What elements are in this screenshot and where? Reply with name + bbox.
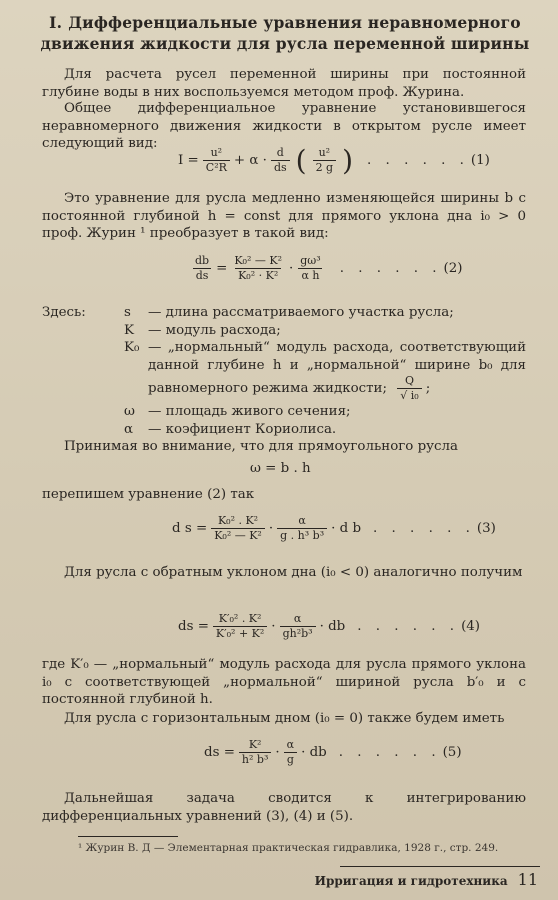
definition-row: K₀ — „нормальный“ модуль расхода, соответствующий данной глубине h и „нормальной“ ширине b₀ для равномерного режима жидкости; $\frac{Q}{\text{√ i₀}}$ ; [124, 340, 526, 402]
equation-1: I = $\frac{\text{u²}}{\text{C²R}}$ + α · $\frac{d}{ds}$ ( $\frac{\text{u²}}{2 g}$ ) . . . . . . (1) [178, 143, 490, 177]
footnote: ¹ Журин В. Д — Элементарная практическая гидравлика, 1928 г., стр. 249. [78, 842, 499, 854]
eq1-plus: + α · [233, 153, 267, 168]
eq3-label: (3) [476, 521, 496, 536]
definition-row: K — модуль расхода; [124, 322, 281, 338]
equation-4: ds = $\frac{\text{K′₀² . K²}}{\text{K′₀² + K²}}$ · $\frac{\alpha}{\text{gh²b³}}$ · db . . . . . . (4) [178, 612, 481, 640]
eq4-frac-1: $\frac{\text{K′₀² . K²}}{\text{K′₀² + K²}}$ [213, 612, 267, 641]
equation-5: ds = $\frac{\text{K²}}{\text{h² b³}}$ · $\frac{\alpha}{g}$ · db . . . . . . (5) [204, 738, 462, 766]
footnote-rule [78, 836, 178, 837]
eq4-label: (4) [461, 619, 481, 634]
eq2-frac-3: $\frac{\text{gω³}}{\text{α h}}$ [300, 254, 321, 282]
paragraph-reverse-slope: Для русла с обратным уклоном дна (i₀ < 0) аналогично получим [64, 565, 523, 580]
definition-row: α — коэфициент Кориолиса. [124, 421, 337, 437]
eq1-dots: . . . . . . [367, 153, 469, 168]
equation-2: $\frac{db}{ds}$ = $\frac{\text{K₀² — K²}}{\text{K₀² · K²}}$ · $\frac{\text{gω³}}{\text{α h}}$ . . . . . . (2) [188, 254, 462, 283]
equation-3: d s = $\frac{\text{K₀² . K²}}{\text{K₀² — K²}}$ · $\frac{\alpha}{\text{g . h³ b³}}$ · d b . . . . . . (3) [172, 514, 496, 542]
paragraph-conclusion: Дальнейшая задача сводится к интегрированию дифференциальных уравнений (3), (4) и (5). [42, 791, 526, 824]
eq5-frac-2: $\frac{\alpha}{g}$ [284, 738, 297, 767]
paragraph-k0-prime: где K′₀ — „нормальный“ модуль расхода для русла прямого уклона i₀ с соответствующей „нормальной“ шириной русла b′₀ и с постоянной глубиной h. [42, 657, 526, 707]
eq1-lhs: I = [178, 153, 199, 168]
equation-omega: ω = b . h [250, 461, 311, 476]
page-number: 11 [517, 870, 538, 889]
paragraph-zhurin: Это уравнение для русла медленно изменяющейся ширины b с постоянной глубиной h = const для прямого уклона дна i₀ > 0 проф. Журин ¹ преобразует в такой вид: [42, 191, 526, 241]
eq3-frac-1: $\frac{\text{K₀² . K²}}{\text{K₀² — K²}}$ [211, 514, 265, 543]
definition-row: ω — площадь живого сечения; [124, 404, 351, 419]
eq4-frac-2: $\frac{\alpha}{\text{gh²b³}}$ [280, 612, 316, 641]
eq2-frac-1: $\frac{db}{ds}$ [192, 254, 212, 283]
eq1-frac-1: $\frac{\text{u²}}{\text{C²R}}$ [203, 146, 230, 175]
footer-rule [340, 866, 540, 867]
eq2-label: (2) [443, 261, 463, 276]
running-footer [315, 870, 538, 889]
eq1-frac-2: $\frac{d}{ds}$ [271, 146, 290, 175]
paragraph-rewrite: перепишем уравнение (2) так [42, 487, 255, 502]
paragraph-rectangular: Принимая во внимание, что для прямоугольного русла [64, 439, 459, 454]
eq5-frac-1: $\frac{\text{K²}}{\text{h² b³}}$ [239, 738, 271, 767]
eq1-frac-3: $\frac{\text{u²}}{2 g}$ [313, 146, 337, 175]
section-number: I. [49, 13, 63, 32]
definition-row: Здесь: s — длина рассматриваемого участка русла; [42, 305, 454, 320]
definitions-list [42, 304, 526, 438]
paragraph-intro: Для расчета русел переменной ширины при постоянной глубине воды в них воспользуемся методом проф. Журина. [42, 67, 526, 100]
eq1-label: (1) [470, 153, 490, 168]
journal-title: Ирригация и гидротехника [314, 874, 508, 888]
paragraph-general-equation: Общее дифференциальное уравнение установившегося неравномерного движения жидкости в открытом русле имеет следующий вид: [42, 101, 526, 151]
k0-formula: $\frac{Q}{\text{√ i₀}}$ [397, 374, 421, 403]
eq5-label: (5) [442, 745, 462, 760]
eq2-frac-2: $\frac{\text{K₀² — K²}}{\text{K₀² · K²}}$ [234, 254, 282, 282]
paragraph-horizontal: Для русла с горизонтальным дном (i₀ = 0) также будем иметь [64, 711, 505, 726]
section-heading [40, 12, 530, 54]
eq3-frac-2: $\frac{\alpha}{\text{g . h³ b³}}$ [277, 514, 327, 543]
section-title: Дифференциальные уравнения неравномерного движения жидкости для русла переменной ширины [40, 13, 530, 53]
